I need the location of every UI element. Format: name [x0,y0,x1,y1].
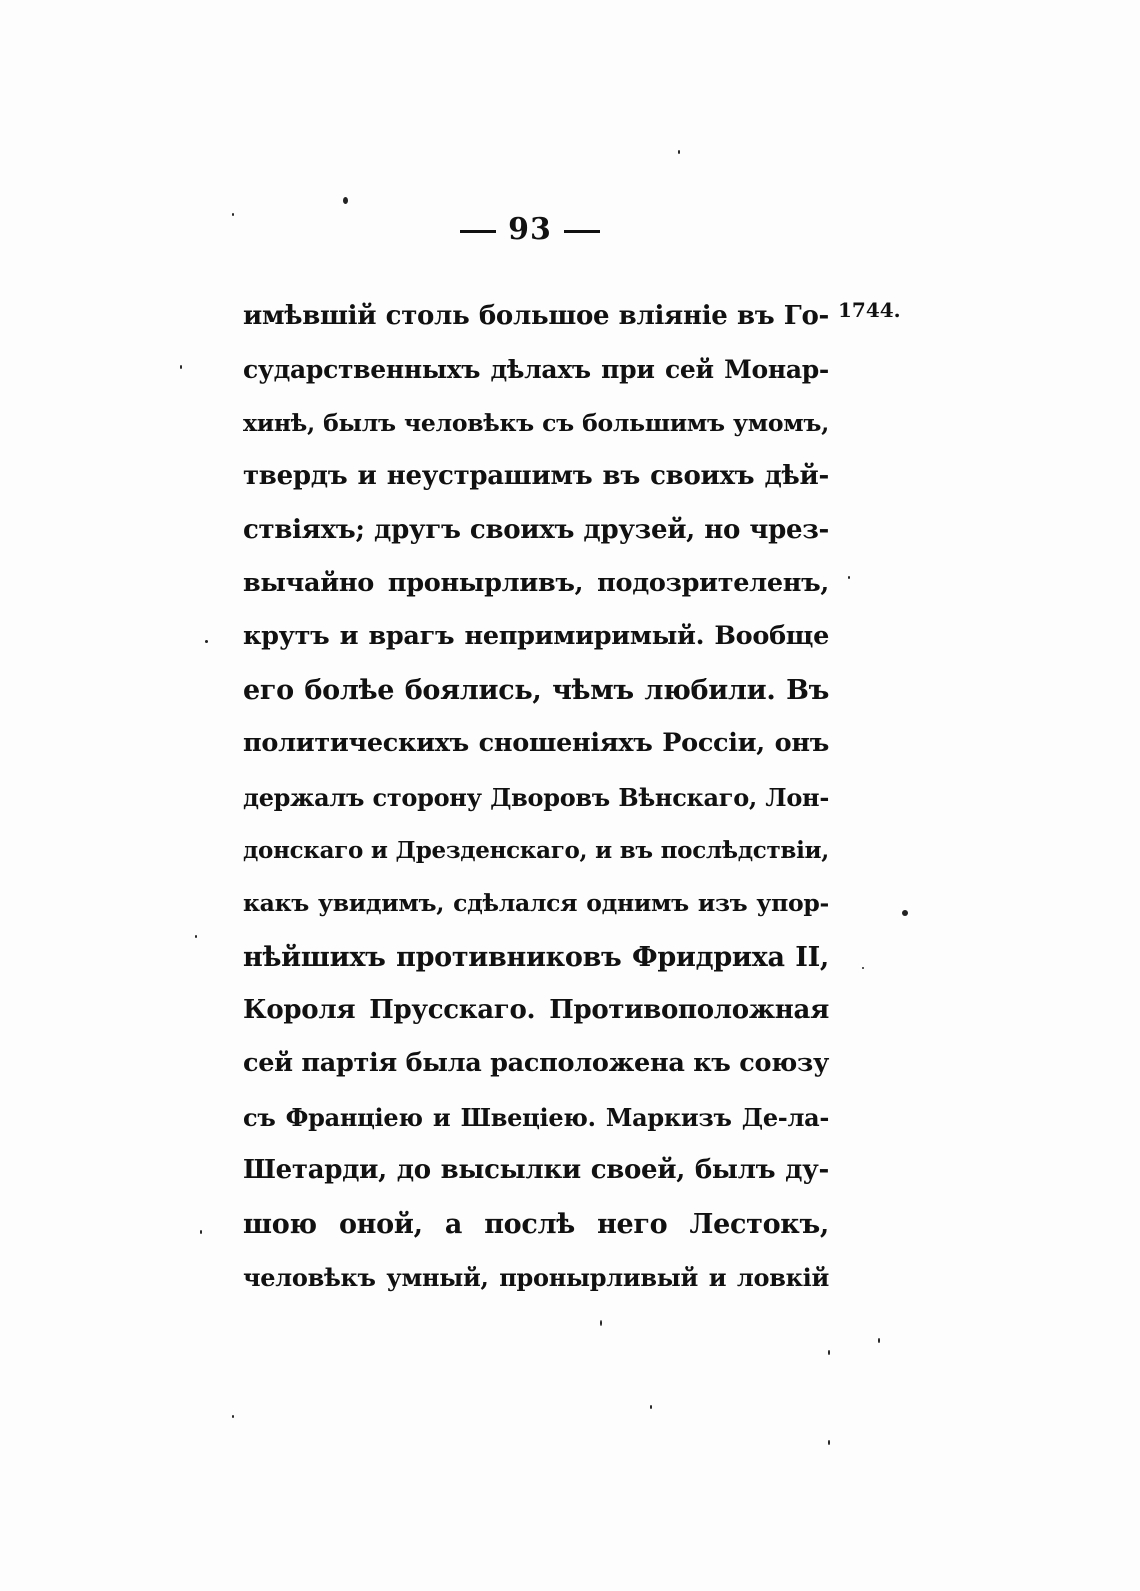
scan-speck [205,640,208,643]
page-number: 93 [508,212,552,247]
text-line: человѣкъ умный, пронырливый и ловкій [243,1263,829,1293]
scan-speck [828,1440,830,1445]
text-line: съ Франціею и Швеціею. Маркизъ Де-ла- [243,1102,829,1132]
text-line: сей партія была расположена къ союзу [243,1048,829,1079]
scan-speck [195,935,197,938]
scan-speck [828,1350,830,1355]
text-line: политическихъ сношеніяхъ Россіи, онъ [243,728,829,759]
text-line: твердъ и неустрашимъ въ своихъ дѣй- [243,461,829,492]
text-line: вычайно пронырливъ, подозрителенъ, [243,567,829,598]
scan-speck [678,150,680,154]
text-line: ствіяхъ; другъ своихъ друзей, но чрез- [243,514,829,545]
scan-speck [232,1415,234,1418]
scan-speck [862,967,864,969]
scan-speck [848,576,850,579]
body-text [243,290,829,1304]
text-line: нѣйшихъ противниковъ Фридриха II, [243,941,829,973]
text-line: донскаго и Дрезденскаго, и въ послѣдствіи, [243,836,829,864]
text-line: хинѣ, былъ человѣкъ съ большимъ умомъ, [243,408,829,437]
text-line: крутъ и врагъ непримиримый. Вообще [243,621,829,652]
text-line: держалъ сторону Дворовъ Вѣнскаго, Лон- [243,782,829,812]
scan-speck [343,197,348,204]
scan-speck [180,365,182,369]
scan-speck [232,213,234,216]
scan-speck [878,1338,880,1343]
text-line: Шетарди, до высылки своей, былъ ду- [243,1155,829,1186]
header-dash-left [460,230,496,233]
margin-year-note: 1744. [838,298,901,322]
scan-speck [200,1230,202,1234]
scan-speck [902,910,908,916]
text-line: имѣвшій столь большое вліяніе въ Го- [243,301,829,331]
text-line: шою оной, а послѣ него Лестокъ, [243,1208,829,1240]
text-line: какъ увидимъ, сдѣлался однимъ изъ упор- [243,889,829,918]
text-line: его болѣе боялись, чѣмъ любили. Въ [243,674,829,706]
scan-speck [650,1405,652,1409]
page-header [440,212,620,252]
text-line: Короля Прусскаго. Противоположная [243,995,829,1026]
header-dash-right [564,230,600,233]
scan-speck [600,1320,602,1326]
text-line: сударственныхъ дѣлахъ при сей Монар- [243,355,829,385]
